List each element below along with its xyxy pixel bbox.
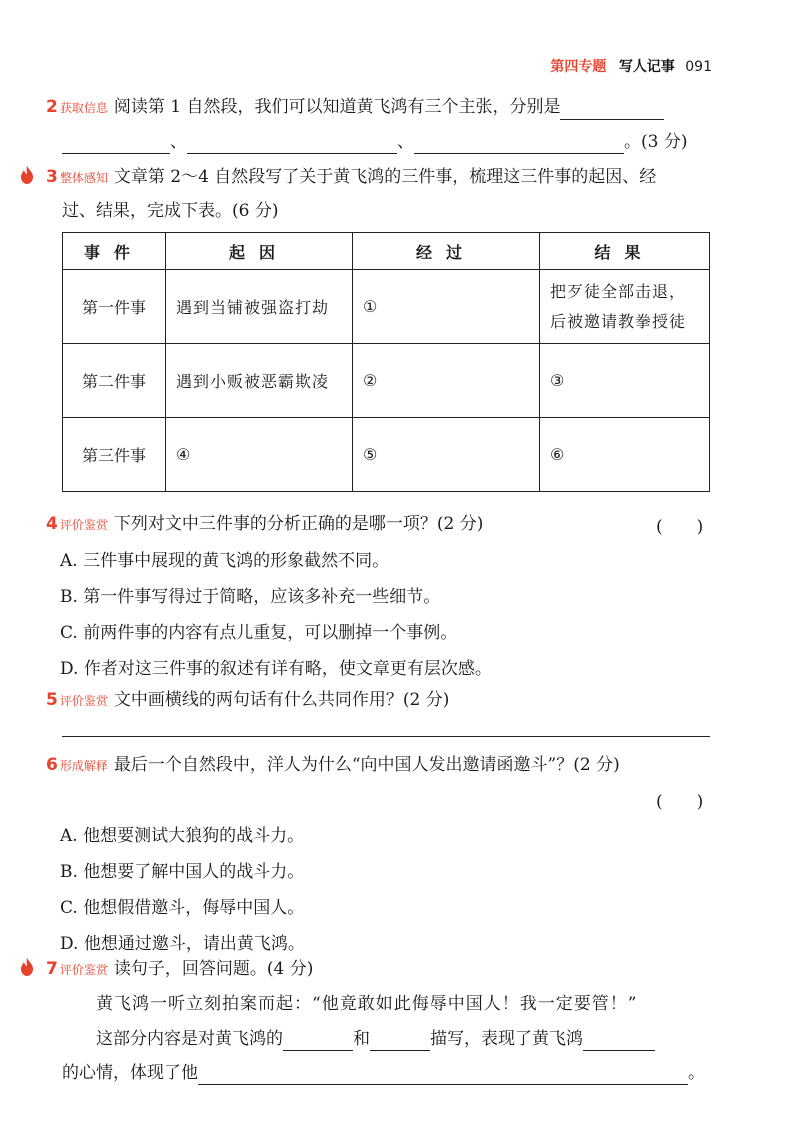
process-cell[interactable]: ⑤	[353, 418, 540, 492]
prompt-text: 的心情，体现了他	[62, 1063, 198, 1083]
result-line: 后被邀请教拳授徒	[550, 311, 687, 331]
option-d[interactable]: D. 他想通过邀斗，请出黄飞鸿。	[60, 934, 305, 954]
question-number: 2	[46, 97, 58, 117]
question-text: 文中画横线的两句话有什么共同作用？(2 分)	[113, 690, 450, 710]
section-title: 写人记事	[618, 59, 675, 75]
answer-line[interactable]	[62, 736, 710, 737]
question-text: 最后一个自然段中，洋人为什么“向中国人发出邀请函邀斗”？(2 分)	[113, 755, 620, 775]
flame-icon	[20, 166, 34, 184]
section-tag: 第四专题	[550, 59, 607, 75]
question-text: 阅读第 1 自然段，我们可以知道黄飞鸿有三个主张，分别是	[113, 97, 561, 117]
question-text: 文章第 2～4 自然段写了关于黄飞鸿的三件事，梳理这三件事的起因、经	[113, 167, 657, 187]
option-b[interactable]: B. 第一件事写得过于简略，应该多补充一些细节。	[60, 587, 441, 607]
question-number: 7	[46, 959, 58, 979]
question-type: 评价鉴赏	[59, 694, 108, 708]
result-line: 把歹徒全部击退，	[550, 281, 687, 301]
header-cell: 事件	[63, 233, 166, 270]
separator: 、	[397, 132, 414, 152]
table-header-row	[63, 233, 710, 270]
answer-blank[interactable]	[370, 1032, 430, 1051]
option-c[interactable]: C. 前两件事的内容有点儿重复，可以删掉一个事例。	[60, 623, 458, 643]
question-7-prompt	[96, 1027, 655, 1051]
question-3-cont: 过、结果，完成下表。(6 分)	[62, 201, 279, 221]
prompt-text: 和	[353, 1029, 370, 1049]
question-4	[46, 512, 483, 537]
event-cell: 第一件事	[63, 270, 166, 344]
question-7-prompt-cont	[62, 1061, 705, 1085]
answer-blank[interactable]	[62, 135, 170, 154]
answer-blank[interactable]	[187, 135, 397, 154]
cause-cell: 遇到当铺被强盗打劫	[166, 270, 353, 344]
question-7	[46, 957, 313, 982]
prompt-text: 这部分内容是对黄飞鸿的	[96, 1029, 283, 1049]
result-cell	[540, 270, 710, 344]
answer-blank[interactable]	[283, 1032, 353, 1051]
page-number: 091	[685, 59, 712, 75]
header-cell: 起因	[166, 233, 353, 270]
question-type: 获取信息	[59, 101, 108, 115]
table-row	[63, 270, 710, 344]
question-text: 下列对文中三件事的分析正确的是哪一项？(2 分)	[113, 514, 484, 534]
question-type: 评价鉴赏	[59, 963, 108, 977]
page-header	[550, 56, 712, 76]
question-number: 3	[46, 167, 58, 187]
question-2-blanks	[62, 130, 687, 154]
event-cell: 第二件事	[63, 344, 166, 418]
question-end: 。(3 分)	[624, 132, 688, 152]
question-type: 整体感知	[59, 171, 108, 185]
question-2	[46, 95, 664, 120]
question-6	[46, 753, 620, 778]
option-a[interactable]: A. 他想要测试大狼狗的战斗力。	[60, 826, 305, 846]
cause-cell: 遇到小贩被恶霸欺凌	[166, 344, 353, 418]
question-type: 形成解释	[59, 759, 108, 773]
question-3	[46, 165, 656, 190]
answer-paren[interactable]: ( )	[656, 792, 704, 812]
question-number: 5	[46, 690, 58, 710]
result-cell[interactable]: ⑥	[540, 418, 710, 492]
option-d[interactable]: D. 作者对这三件事的叙述有详有略，使文章更有层次感。	[60, 659, 492, 679]
answer-paren[interactable]: ( )	[656, 517, 704, 537]
option-a[interactable]: A. 三件事中展现的黄飞鸿的形象截然不同。	[60, 551, 390, 571]
flame-icon	[20, 958, 34, 976]
question-text: 读句子，回答问题。(4 分)	[113, 959, 314, 979]
answer-blank[interactable]	[198, 1066, 688, 1085]
answer-blank[interactable]	[583, 1032, 655, 1051]
prompt-text: 。	[688, 1063, 705, 1083]
question-number: 4	[46, 514, 58, 534]
event-cell: 第三件事	[63, 418, 166, 492]
option-c[interactable]: C. 他想假借邀斗，侮辱中国人。	[60, 898, 305, 918]
process-cell[interactable]: ①	[353, 270, 540, 344]
separator: 、	[170, 132, 187, 152]
result-cell[interactable]: ③	[540, 344, 710, 418]
header-cell: 经过	[353, 233, 540, 270]
table-row	[63, 344, 710, 418]
question-type: 评价鉴赏	[59, 518, 108, 532]
option-b[interactable]: B. 他想要了解中国人的战斗力。	[60, 862, 305, 882]
header-cell: 结果	[540, 233, 710, 270]
prompt-text: 描写，表现了黄飞鸿	[430, 1029, 583, 1049]
question-5	[46, 688, 449, 713]
quote-text: 黄飞鸿一听立刻拍案而起：“他竟敢如此侮辱中国人！我一定要管！”	[96, 994, 638, 1014]
process-cell[interactable]: ②	[353, 344, 540, 418]
table-row	[63, 418, 710, 492]
question-number: 6	[46, 755, 58, 775]
events-table	[62, 232, 710, 492]
answer-blank[interactable]	[414, 135, 624, 154]
answer-blank[interactable]	[560, 101, 664, 120]
cause-cell[interactable]: ④	[166, 418, 353, 492]
